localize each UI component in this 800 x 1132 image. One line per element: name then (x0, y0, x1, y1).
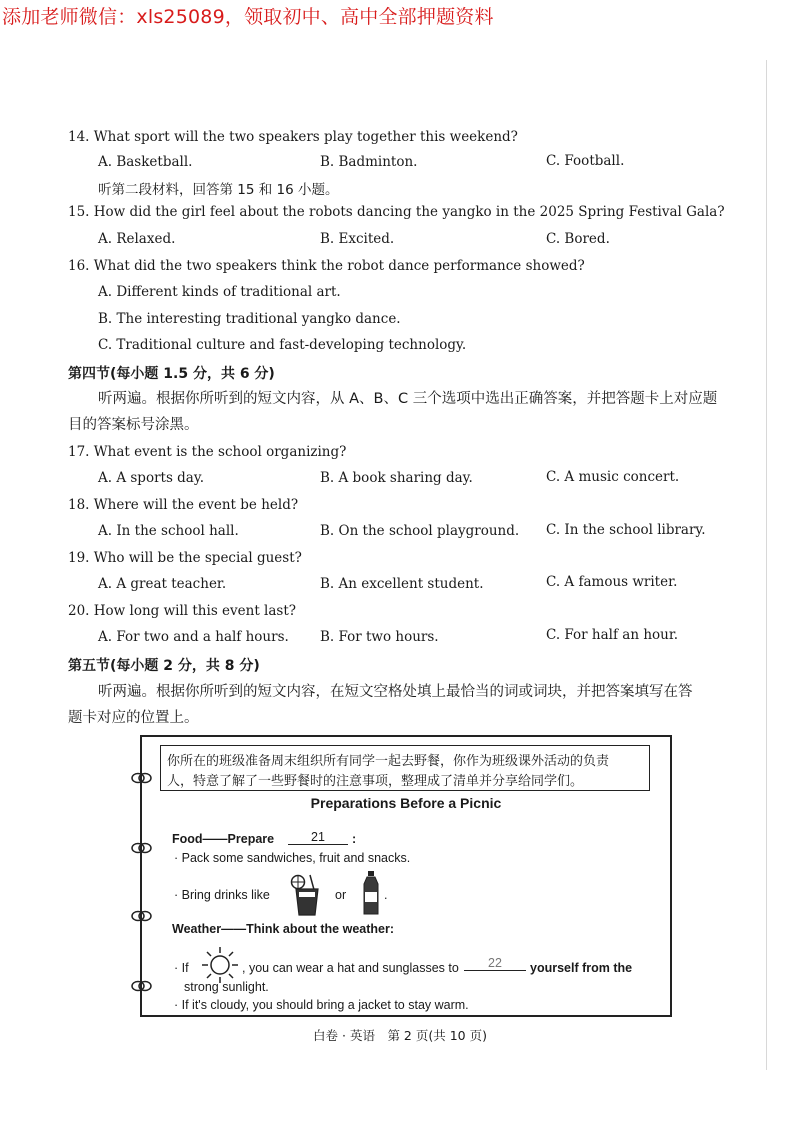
q19-option-c: C. A famous writer. (546, 574, 678, 590)
q16-option-b: B. The interesting traditional yangko dance. (98, 311, 401, 327)
section-4-instruction-line1: 听两遍。根据你所听到的短文内容，从 A、B、C 三个选项中选出正确答案，并把答题卡上对应题 (98, 391, 718, 407)
water-bottle-icon (362, 870, 380, 916)
question-14: 14. What sport will the two speakers play together this weekend? (68, 129, 518, 145)
weather-bullet-1-line2: strong sunlight. (184, 980, 269, 994)
page-footer: 白卷 · 英语 第 2 页(共 10 页) (313, 1028, 487, 1043)
question-19: 19. Who will be the special guest? (68, 550, 302, 566)
picnic-notice-box (140, 735, 672, 1017)
scan-edge-line (766, 60, 767, 1070)
q14-option-b: B. Badminton. (320, 154, 418, 170)
binding-ring-icon (130, 979, 154, 993)
weather-bullet-1-pre: · If (174, 961, 189, 975)
notice-intro-line1: 你所在的班级准备周末组织所有同学一起去野餐，你作为班级课外活动的负责 (167, 754, 610, 769)
q15-option-c: C. Bored. (546, 231, 610, 247)
food-label: Food——Prepare (172, 832, 275, 846)
q20-option-b: B. For two hours. (320, 629, 439, 645)
q18-option-c: C. In the school library. (546, 522, 706, 538)
question-20: 20. How long will this event last? (68, 603, 297, 619)
binding-ring-icon (130, 909, 154, 923)
section-5-title: 第五节(每小题 2 分，共 8 分) (68, 658, 260, 674)
weather-bullet-2: · If it's cloudy, you should bring a jacket to stay warm. (174, 998, 469, 1012)
binding-ring-icon (130, 771, 154, 785)
q16-option-c: C. Traditional culture and fast-developing technology. (98, 337, 467, 353)
notice-intro-box (160, 745, 650, 791)
q18-option-a: A. In the school hall. (98, 523, 239, 539)
blank-21: 21 (288, 830, 348, 845)
section-4-instruction-line2: 目的答案标号涂黑。 (68, 417, 199, 433)
q18-option-b: B. On the school playground. (320, 523, 520, 539)
food-bullet-2-pre: · Bring drinks like (174, 888, 270, 902)
question-15: 15. How did the girl feel about the robots dancing the yangko in the 2025 Spring Festival Gala? (68, 204, 725, 220)
section-5-instruction-line1: 听两遍。根据你所听到的短文内容，在短文空格处填上最恰当的词或词块，并把答案填写在答 (98, 684, 693, 700)
notice-intro-line2: 人，特意了解了一些野餐时的注意事项，整理成了清单并分享给同学们。 (167, 774, 584, 789)
section-4-title: 第四节(每小题 1.5 分，共 6 分) (68, 366, 275, 382)
q15-option-b: B. Excited. (320, 231, 395, 247)
section-5-instruction-line2: 题卡对应的位置上。 (68, 710, 199, 726)
q20-option-c: C. For half an hour. (546, 627, 679, 643)
binding-ring-icon (130, 841, 154, 855)
part2-note: 听第二段材料，回答第 15 和 16 小题。 (98, 182, 339, 198)
q19-option-b: B. An excellent student. (320, 576, 484, 592)
weather-bullet-1-mid: , you can wear a hat and sunglasses to (242, 961, 459, 975)
food-colon: : (352, 832, 357, 846)
weather-label: Weather——Think about the weather: (172, 922, 395, 936)
q19-option-a: A. A great teacher. (98, 576, 227, 592)
sun-icon (200, 945, 240, 985)
food-bullet-2-or: or (335, 888, 347, 902)
q17-option-a: A. A sports day. (98, 470, 204, 486)
q16-option-a: A. Different kinds of traditional art. (98, 284, 341, 300)
q14-option-c: C. Football. (546, 153, 625, 169)
blank-22: 22 (464, 956, 526, 971)
food-bullet-2-end: . (384, 888, 388, 902)
weather-bullet-1-post: yourself from the (530, 961, 633, 975)
question-18: 18. Where will the event be held? (68, 497, 299, 513)
question-17: 17. What event is the school organizing? (68, 444, 347, 460)
notice-title: Preparations Before a Picnic (310, 795, 502, 811)
q17-option-c: C. A music concert. (546, 469, 680, 485)
q15-option-a: A. Relaxed. (98, 231, 176, 247)
question-16: 16. What did the two speakers think the robot dance performance showed? (68, 258, 585, 274)
q20-option-a: A. For two and a half hours. (98, 629, 289, 645)
q14-option-a: A. Basketball. (98, 154, 193, 170)
juice-cup-icon (288, 873, 324, 917)
promo-banner: 添加老师微信：xls25089，领取初中、高中全部押题资料 (2, 6, 494, 28)
food-bullet-1: · Pack some sandwiches, fruit and snacks. (174, 851, 411, 865)
q17-option-b: B. A book sharing day. (320, 470, 473, 486)
